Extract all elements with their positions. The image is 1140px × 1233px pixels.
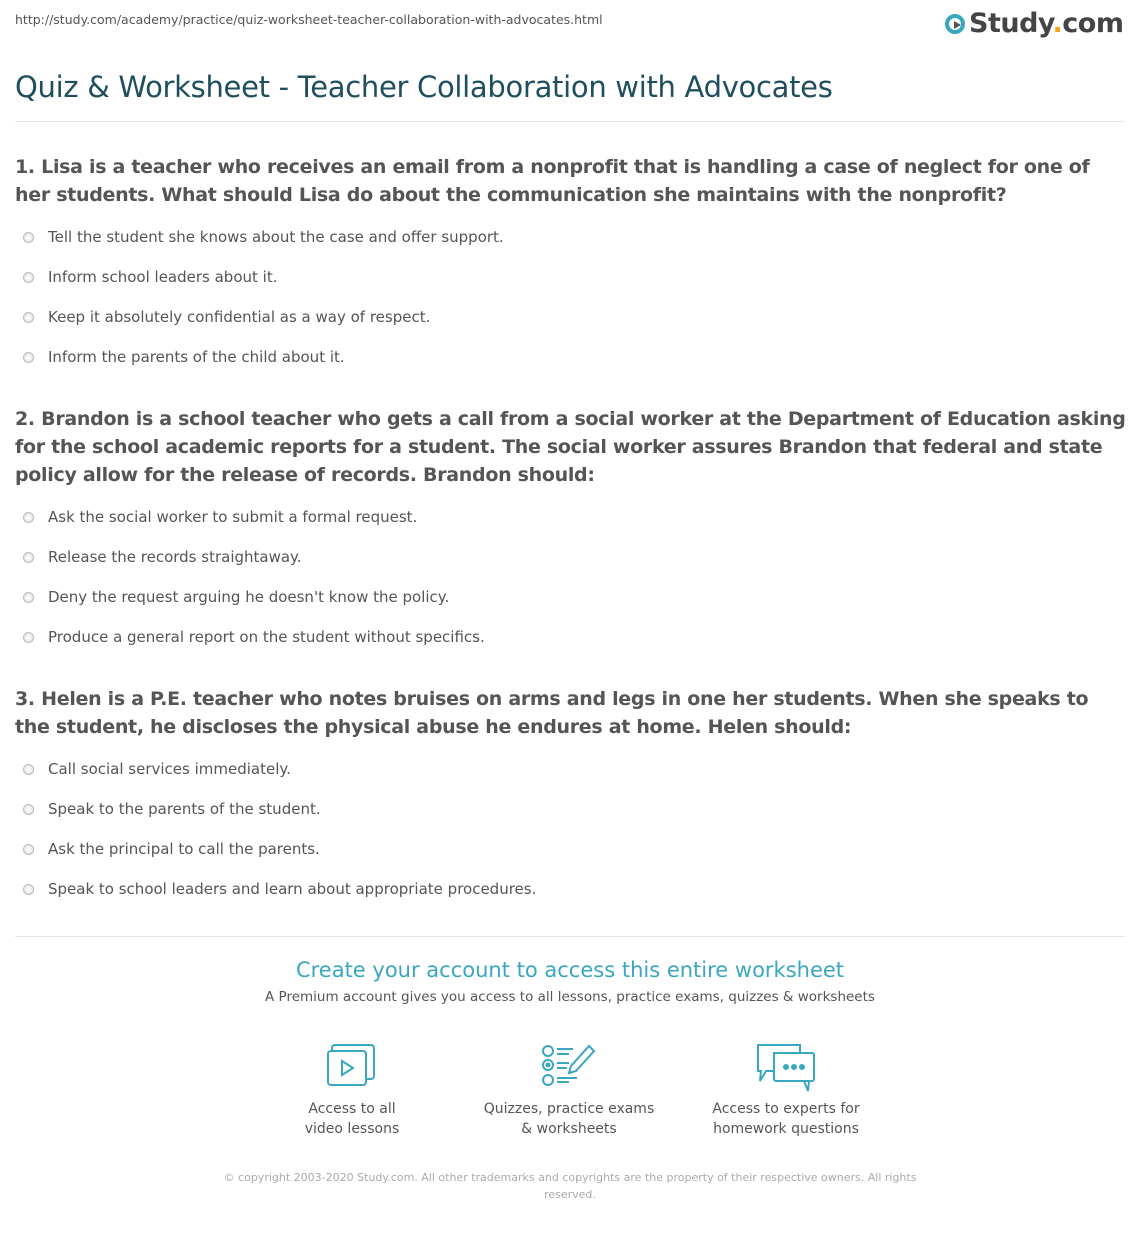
divider xyxy=(15,936,1125,937)
answer-option[interactable]: Speak to school leaders and learn about appropriate procedures. xyxy=(15,869,1127,909)
answer-option[interactable]: Speak to the parents of the student. xyxy=(15,789,1127,829)
radio-icon[interactable] xyxy=(23,632,34,643)
quiz-checklist-icon xyxy=(541,1043,597,1087)
answer-option[interactable]: Release the records straightaway. xyxy=(15,537,1127,577)
radio-icon[interactable] xyxy=(23,232,34,243)
radio-icon[interactable] xyxy=(23,312,34,323)
question-1 xyxy=(15,153,1127,377)
answer-option[interactable]: Ask the principal to call the parents. xyxy=(15,829,1127,869)
page-url: http://study.com/academy/practice/quiz-worksheet-teacher-collaboration-with-advocates.html xyxy=(15,12,603,27)
radio-icon[interactable] xyxy=(23,804,34,815)
video-lessons-icon xyxy=(326,1043,378,1087)
feature-quizzes: Quizzes, practice exams & worksheets xyxy=(469,1043,669,1139)
premium-subtitle: A Premium account gives you access to all lessons, practice exams, quizzes & worksheets xyxy=(265,989,875,1005)
radio-icon[interactable] xyxy=(23,764,34,775)
answer-option[interactable]: Produce a general report on the student without specifics. xyxy=(15,617,1127,657)
study-logo[interactable]: Study.com xyxy=(945,8,1124,39)
radio-icon[interactable] xyxy=(23,512,34,523)
play-logo-icon xyxy=(945,14,965,34)
answer-option[interactable]: Tell the student she knows about the case and offer support. xyxy=(15,217,1127,257)
radio-icon[interactable] xyxy=(23,884,34,895)
divider xyxy=(15,121,1125,122)
question-text: 2. Brandon is a school teacher who gets a call from a social worker at the Department of Education asking for the school academic reports for a student. The social worker assures Brandon that federal and state policy allow for the release of records. Brandon should: xyxy=(15,408,1126,486)
radio-icon[interactable] xyxy=(23,592,34,603)
question-text: 1. Lisa is a teacher who receives an email from a nonprofit that is handling a case of neglect for one of her students. What should Lisa do about the communication she maintains with the nonprofit? xyxy=(15,156,1090,206)
answer-option[interactable]: Ask the social worker to submit a formal request. xyxy=(15,497,1127,537)
answer-option[interactable]: Inform the parents of the child about it. xyxy=(15,337,1127,377)
answer-option[interactable]: Inform school leaders about it. xyxy=(15,257,1127,297)
radio-icon[interactable] xyxy=(23,352,34,363)
copyright: © copyright 2003-2020 Study.com. All other trademarks and copyrights are the property of their respective owners. All rights reserved. xyxy=(223,1171,917,1201)
feature-experts: Access to experts for homework questions xyxy=(686,1043,886,1139)
create-account-link[interactable]: Create your account to access this entire worksheet xyxy=(295,958,845,982)
answer-option[interactable]: Call social services immediately. xyxy=(15,749,1127,789)
answer-option[interactable]: Keep it absolutely confidential as a way of respect. xyxy=(15,297,1127,337)
chat-bubbles-icon xyxy=(754,1043,818,1093)
answer-option[interactable]: Deny the request arguing he doesn't know the policy. xyxy=(15,577,1127,617)
page-title: Quiz & Worksheet - Teacher Collaboration with Advocates xyxy=(15,70,833,104)
radio-icon[interactable] xyxy=(23,272,34,283)
feature-video-lessons: Access to all video lessons xyxy=(252,1043,452,1139)
radio-icon[interactable] xyxy=(23,552,34,563)
question-text: 3. Helen is a P.E. teacher who notes bruises on arms and legs in one her students. When she speaks to the student, he discloses the physical abuse he endures at home. Helen should: xyxy=(15,688,1089,738)
question-2 xyxy=(15,405,1127,657)
radio-icon[interactable] xyxy=(23,844,34,855)
question-3 xyxy=(15,685,1127,909)
